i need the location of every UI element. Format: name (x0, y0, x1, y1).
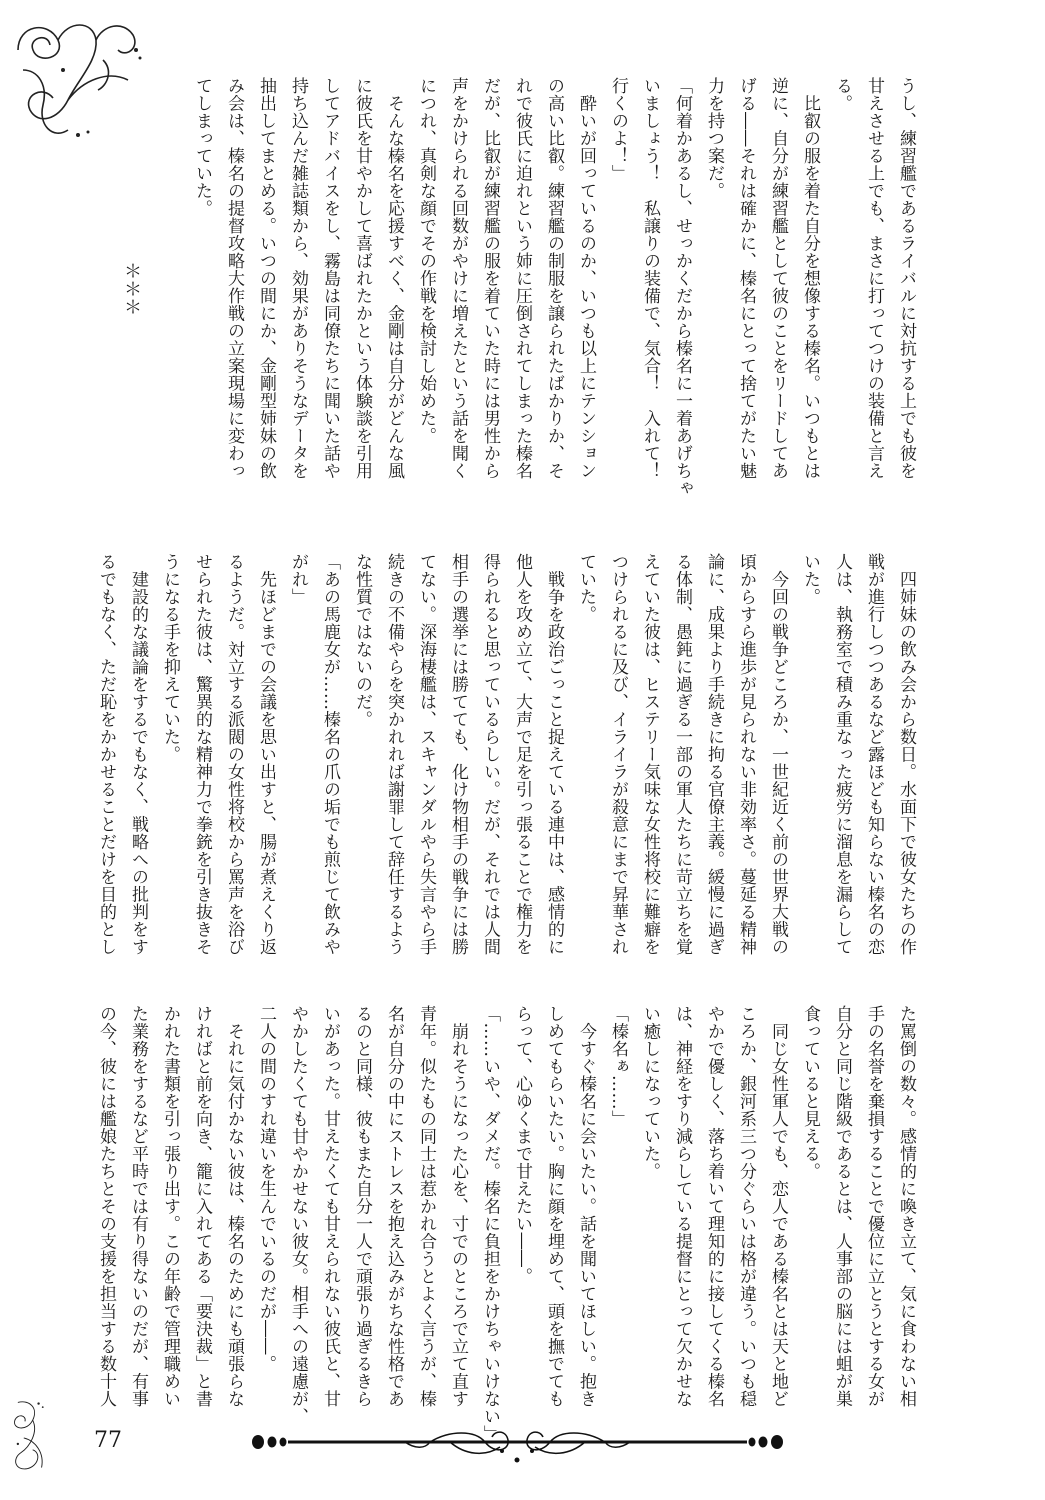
text-column: 酔いが回っているのか、いつも以上にテンション (576, 77, 596, 480)
text-column: 自分と同じ階級であるとは、人事部の脳には蛆が巣 (832, 1005, 852, 1408)
text-column: てしまっていた。 (192, 77, 212, 217)
text-column: 「何着かあるし、せっかくだから榛名に一着あげちゃ (672, 77, 692, 497)
text-column: 「あの馬鹿女が……榛名の爪の垢でも煎じて飲みや (320, 553, 340, 956)
text-column: 声をかけられる回数がやけに増えたという話を聞く (448, 77, 468, 480)
text-column: 戦争を政治ごっこと捉えている連中は、感情的に (544, 553, 564, 956)
text-column: る体制、愚鈍に過ぎる一部の軍人たちに苛立ちを覚 (672, 553, 692, 956)
text-column: 今回の戦争どころか、一世紀近く前の世界大戦の (768, 553, 788, 956)
text-column: うになる手を抑えていた。 (160, 553, 180, 763)
text-column: 同じ女性軍人でも、恋人である榛名とは天と地ど (768, 1005, 788, 1408)
text-column: 崩れそうになった心を、寸でのところで立て直す (448, 1005, 468, 1408)
text-column: 相手の選挙には勝てても、化け物相手の戦争には勝 (448, 553, 468, 956)
text-column: の高い比叡。練習艦の制服を譲られたばかりか、そ (544, 77, 564, 480)
text-column: 四姉妹の飲み会から数日。水面下で彼女たちの作 (896, 553, 916, 956)
text-column: つけられるに及び、イライラが殺意にまで昇華され (608, 553, 628, 956)
text-column: 行くのよ！」 (608, 77, 628, 182)
text-column: やかしたくても甘やかせない彼女。相手への遠慮が、 (288, 1005, 308, 1425)
text-column: 青年。似たもの同士は惹かれ合うとよく言うが、榛 (416, 1005, 436, 1408)
text-column: 続きの不備やらを突かれれば謝罪して辞任するよう (384, 553, 404, 956)
text-column: 二人の間のすれ違いを生んでいるのだが――。 (256, 1005, 276, 1373)
text-column: 持ち込んだ雑誌類から、効果がありそうなデータを (288, 77, 308, 480)
text-column: ていた。 (576, 553, 596, 623)
text-column: 「榛名ぁ……」 (608, 1005, 628, 1128)
text-column: 論に、成果より手続きに拘る官僚主義。緩慢に過ぎ (704, 553, 724, 956)
text-column: がれ」 (288, 553, 308, 606)
scene-break-asterisks: ＊＊＊ (121, 262, 142, 316)
text-column: だが、比叡が練習艦の服を着ていた時には男性から (480, 77, 500, 480)
text-tier-upper (186, 77, 922, 517)
text-column: い癒しになっていた。 (640, 1005, 660, 1180)
text-column: げる――それは確かに、榛名にとって捨てがたい魅 (736, 77, 756, 480)
text-column: 先ほどまでの会議を思い出すと、腸が煮えくり返 (256, 553, 276, 956)
text-column: 手の名誉を棄損することで優位に立とうとする女が (864, 1005, 884, 1408)
text-column: た業務をするなど平時では有り得ないのだが、有事 (128, 1005, 148, 1408)
text-column: ころか、銀河系三つ分ぐらいは格が違う。いつも穏 (736, 1005, 756, 1408)
text-column: る。 (832, 77, 852, 112)
text-column: いがあった。甘えたくても甘えられない彼氏と、甘 (320, 1005, 340, 1408)
text-column: えていた彼は、ヒステリー気味な女性将校に難癖を (640, 553, 660, 956)
text-column: 比叡の服を着た自分を想像する榛名。いつもとは (800, 77, 820, 480)
text-column: 名が自分の中にストレスを抱え込みがちな性格であ (384, 1005, 404, 1408)
text-column: 他人を攻め立て、大声で足を引っ張ることで権力を (512, 553, 532, 956)
text-column: せられた彼は、驚異的な精神力で拳銃を引き抜きそ (192, 553, 212, 956)
flourish-ornament-top (8, 10, 148, 145)
text-column: るのと同様、彼もまた自分一人で頑張り過ぎるきら (352, 1005, 372, 1408)
text-column: ければと前を向き、籠に入れてある「要決裁」と書 (192, 1005, 212, 1408)
text-column: 戦が進行しつつあるなど露ほども知らない榛名の恋 (864, 553, 884, 956)
text-column: な性質ではないのだ。 (352, 553, 372, 728)
text-column: につれ、真剣な顔でその作戦を検討し始めた。 (416, 77, 436, 445)
text-tier-lower (90, 1005, 922, 1445)
text-column: それに気付かない彼は、榛名のためにも頑張らな (224, 1005, 244, 1408)
text-column: 力を持つ案だ。 (704, 77, 724, 200)
text-column: 建設的な議論をするでもなく、戦略への批判をす (128, 553, 148, 956)
text-column: 人は、執務室で積み重なった疲労に溜息を漏らして (832, 553, 852, 956)
text-column: 抽出してまとめる。いつの間にか、金剛型姉妹の飲 (256, 77, 276, 480)
text-column: るようだ。対立する派閥の女性将校から罵声を浴び (224, 553, 244, 956)
page-number: 77 (94, 1428, 122, 1453)
text-column: 食っていると見える。 (800, 1005, 820, 1180)
text-column: いましょう！ 私譲りの装備で、気合！ 入れて！ (640, 77, 660, 480)
text-column: かれた書類を引っ張り出す。この年齢で管理職めい (160, 1005, 180, 1408)
text-column: らって、心ゆくまで甘えたい――。 (512, 1005, 532, 1285)
text-column: み会は、榛名の提督攻略大作戦の立案現場に変わっ (224, 77, 244, 480)
text-column: 頃からすら進歩が見られない非効率さ。蔓延る精神 (736, 553, 756, 956)
text-column: 得られると思っているらしい。だが、それでは人間 (480, 553, 500, 956)
text-column: 「……いや、ダメだ。榛名に負担をかけちゃいけない」 (480, 1005, 500, 1443)
text-column: いた。 (800, 553, 820, 606)
text-column: の今、彼には艦娘たちとその支援を担当する数十人 (96, 1005, 116, 1408)
text-column: うし、練習艦であるライバルに対抗する上でも彼を (896, 77, 916, 480)
text-column: しめてもらいたい。胸に顔を埋めて、頭を撫でても (544, 1005, 564, 1408)
text-column: れで彼氏に迫れという姉に圧倒されてしまった榛名 (512, 77, 532, 480)
text-column: 逆に、自分が練習艦として彼のことをリードしてあ (768, 77, 788, 480)
text-column: してアドバイスをし、霧島は同僚たちに聞いた話や (320, 77, 340, 480)
text-column: てない。深海棲艦は、スキャンダルやら失言やら手 (416, 553, 436, 956)
text-column: 甘えさせる上でも、まさに打ってつけの装備と言え (864, 77, 884, 480)
text-column: やかで優しく、落ち着いて理知的に接してくる榛名 (704, 1005, 724, 1408)
text-column: そんな榛名を応援すべく、金剛は自分がどんな風 (384, 77, 404, 480)
text-column: は、神経をすり減らしている提督にとって欠かせな (672, 1005, 692, 1408)
flourish-ornament-bottom (6, 1370, 86, 1500)
text-column: に彼氏を甘やかして喜ばれたかという体験談を引用 (352, 77, 372, 480)
text-column: るでもなく、ただ恥をかかせることだけを目的とし (96, 553, 116, 956)
text-column: 今すぐ榛名に会いたい。話を聞いてほしい。抱き (576, 1005, 596, 1408)
text-column: た罵倒の数々。感情的に喚き立て、気に食わない相 (896, 1005, 916, 1408)
decorative-rule-ornament (250, 1425, 785, 1465)
text-tier-middle (90, 553, 922, 993)
